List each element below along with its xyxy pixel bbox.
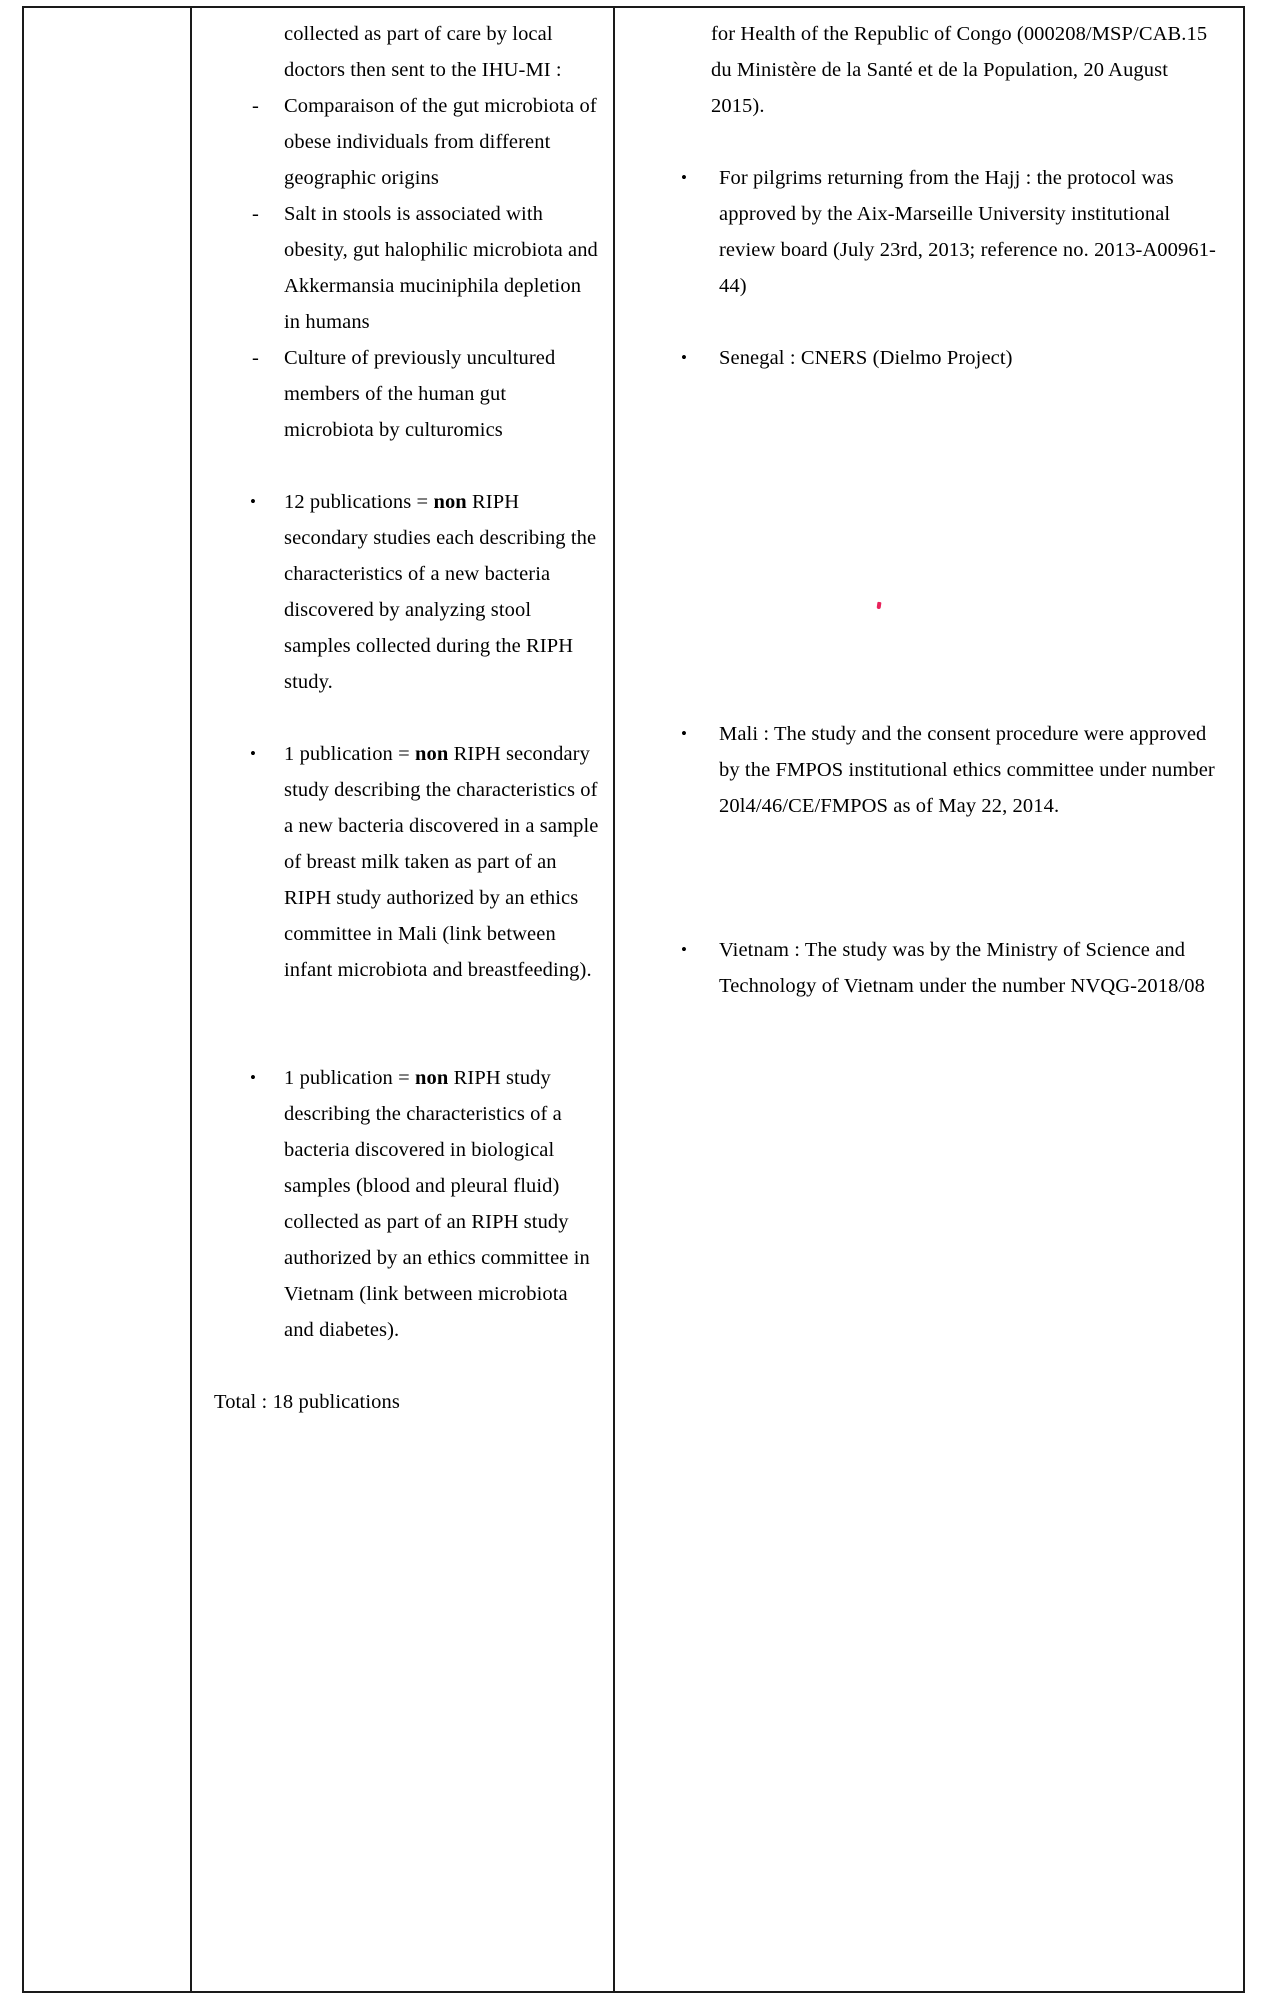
list-item-text: Comparaison of the gut microbiota of obese individuals from different geographic origins [284,95,597,189]
paragraph-gap [633,304,1225,340]
list-item-text: For pilgrims returning from the Hajj : the protocol was approved by the Aix-Marseille University institutional review board (July 23rd, 2013; reference no. 2013-A00961-44) [719,167,1216,297]
list-item-prefix: 1 publication = [284,1067,416,1089]
table-column-middle [192,8,615,1991]
bullet-marker: • [681,724,688,743]
list-item-prefix: 12 publications = [284,491,434,513]
bullet-marker: • [681,168,688,187]
list-item-suffix: RIPH secondary studies each describing the characteristics of a new bacteria discovered by analyzing stool samples collected during the RIPH study. [284,491,597,693]
list-item-text: Culture of previously uncultured members of the human gut microbiota by culturomics [284,347,556,441]
bullet-marker: • [250,492,257,511]
bullet-marker: • [681,940,688,959]
list-item [633,340,1225,376]
list-item-text: Vietnam : The study was by the Ministry of Science and Technology of Vietnam under the number NVQG-2018/08 [719,939,1205,997]
bullet-marker: • [250,1068,257,1087]
paragraph-gap [633,824,1225,932]
list-item-emphasis: non [433,491,467,513]
bullet-marker: • [250,744,257,763]
paragraph-gap [206,700,599,736]
list-item-prefix: 1 publication = [284,743,416,765]
table-column-right [615,8,1243,1991]
continuation-line: collected as part of care by local [284,23,553,45]
list-item [206,340,599,448]
bullet-marker: • [681,348,688,367]
dash-marker: - [252,95,259,117]
list-item [633,716,1225,824]
paragraph-gap [206,988,599,1060]
list-item [206,88,599,196]
list-item-text: Salt in stools is associated with obesity, gut halophilic microbiota and Akkermansia muciniphila depletion in humans [284,203,598,333]
list-item-text: Senegal : CNERS (Dielmo Project) [719,347,1013,369]
paragraph-gap [633,376,1225,716]
paragraph-gap [206,448,599,484]
three-column-table [22,6,1245,1993]
dash-marker: - [252,347,259,369]
list-item [206,736,599,988]
list-item [633,932,1225,1004]
list-item-suffix: RIPH secondary study describing the characteristics of a new bacteria discovered in a sample of breast milk taken as part of an RIPH study authorized by an ethics committee in Mali (link between infant microbiota and breastfeeding). [284,743,599,981]
continuation-paragraph: for Health of the Republic of Congo (000208/MSP/CAB.15 du Ministère de la Santé et de la Population, 20 August 2015). [711,23,1208,117]
dash-marker: - [252,203,259,225]
list-item [633,160,1225,304]
top-spacer [633,8,1225,16]
list-item [206,196,599,340]
paragraph-gap [633,124,1225,160]
list-item-emphasis: non [415,1067,449,1089]
list-item [206,484,599,700]
list-item [206,1060,599,1348]
paragraph-gap [206,1348,599,1384]
table-column-left [24,8,192,1991]
continuation-line: doctors then sent to the IHU-MI : [284,59,562,81]
list-item-emphasis: non [415,743,449,765]
list-item-suffix: RIPH study describing the characteristics of a bacteria discovered in biological samples (blood and pleural fluid) collected as part of an RIPH study authorized by an ethics committee in Vietnam (link between microbiota and diabetes). [284,1067,590,1341]
list-item-text: Mali : The study and the consent procedure were approved by the FMPOS institutional ethics committee under number 20l4/46/CE/FMPOS as of May 22, 2014. [719,723,1215,817]
top-spacer [206,8,599,16]
total-line: Total : 18 publications [214,1391,400,1413]
